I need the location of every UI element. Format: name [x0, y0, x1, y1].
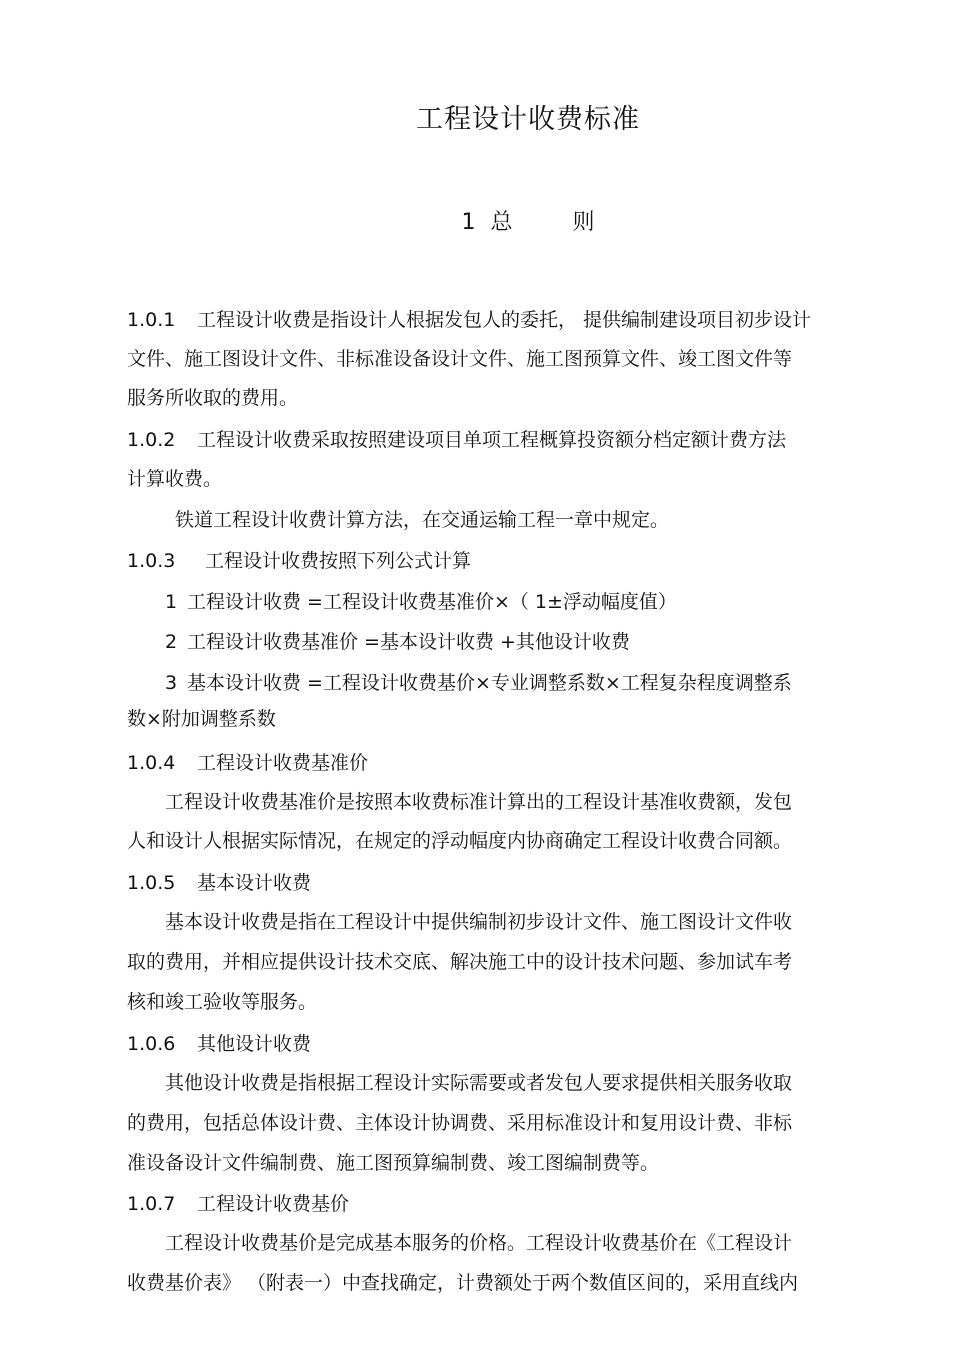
formula-3	[165, 671, 792, 695]
document-title: 工程设计收费标准	[416, 104, 640, 135]
formula-number: 2	[165, 631, 178, 653]
paragraph-line: 基本设计收费是指在工程设计中提供编制初步设计文件、施工图设计文件收	[165, 911, 793, 933]
formula-text: 工程设计收费 =工程设计收费基准价×（ 1±浮动幅度值）	[187, 591, 677, 613]
clause-number: 1.0.1	[127, 309, 176, 331]
formula-number: 1	[165, 591, 178, 613]
clause-heading: 工程设计收费基准价	[197, 752, 369, 774]
clause-text: 工程设计收费按照下列公式计算	[205, 550, 472, 572]
paragraph-line: 收费基价表》 （附表一）中查找确定，计费额处于两个数值区间的，采用直线内	[127, 1272, 799, 1294]
clause-1-0-7	[127, 1192, 349, 1216]
clause-number: 1.0.2	[127, 429, 176, 451]
clause-number: 1.0.6	[127, 1033, 176, 1055]
paragraph-line: 文件、施工图设计文件、非标准设备设计文件、施工图预算文件、竣工图文件等	[127, 348, 793, 370]
formula-number: 3	[165, 672, 178, 694]
formula-text: 基本设计收费 =工程设计收费基价×专业调整系数×工程复杂程度调整系	[187, 672, 792, 694]
paragraph-line: 服务所收取的费用。	[127, 387, 299, 409]
paragraph-line: 准设备设计文件编制费、施工图预算编制费、竣工图编制费等。	[127, 1152, 660, 1174]
clause-1-0-6	[127, 1032, 311, 1056]
paragraph-line: 铁道工程设计收费计算方法，在交通运输工程一章中规定。	[175, 509, 670, 531]
clause-1-0-1	[127, 308, 811, 332]
clause-1-0-4	[127, 751, 368, 775]
formula-1	[165, 590, 677, 614]
formula-2	[165, 630, 630, 654]
clause-1-0-5	[127, 871, 311, 895]
clause-text: 工程设计收费采取按照建设项目单项工程概算投资额分档定额计费方法	[197, 429, 787, 451]
clause-text: 工程设计收费是指设计人根据发包人的委托， 提供编制建设项目初步设计	[197, 309, 812, 331]
chapter-heading: 1 总 则	[461, 210, 595, 235]
clause-number: 1.0.7	[127, 1193, 176, 1215]
clause-number: 1.0.5	[127, 872, 176, 894]
formula-text: 工程设计收费基准价 =基本设计收费 +其他设计收费	[187, 631, 630, 653]
paragraph-line: 工程设计收费基价是完成基本服务的价格。工程设计收费基价在《工程设计	[165, 1232, 793, 1254]
paragraph-line: 数×附加调整系数	[127, 708, 276, 730]
clause-1-0-2	[127, 428, 786, 452]
clause-number: 1.0.4	[127, 752, 176, 774]
clause-number: 1.0.3	[127, 550, 176, 572]
paragraph-line: 计算收费。	[127, 468, 223, 490]
clause-1-0-3	[127, 549, 471, 573]
paragraph-line: 工程设计收费基准价是按照本收费标准计算出的工程设计基准收费额，发包	[165, 791, 793, 813]
clause-heading: 工程设计收费基价	[197, 1193, 350, 1215]
paragraph-line: 的费用，包括总体设计费、主体设计协调费、采用标准设计和复用设计费、非标	[127, 1112, 793, 1134]
paragraph-line: 核和竣工验收等服务。	[127, 991, 318, 1013]
paragraph-line: 人和设计人根据实际情况，在规定的浮动幅度内协商确定工程设计收费合同额。	[127, 830, 793, 852]
clause-heading: 其他设计收费	[197, 1033, 312, 1055]
paragraph-line: 其他设计收费是指根据工程设计实际需要或者发包人要求提供相关服务收取	[165, 1072, 793, 1094]
paragraph-line: 取的费用，并相应提供设计技术交底、解决施工中的设计技术问题、参加试车考	[127, 951, 793, 973]
clause-heading: 基本设计收费	[197, 872, 312, 894]
